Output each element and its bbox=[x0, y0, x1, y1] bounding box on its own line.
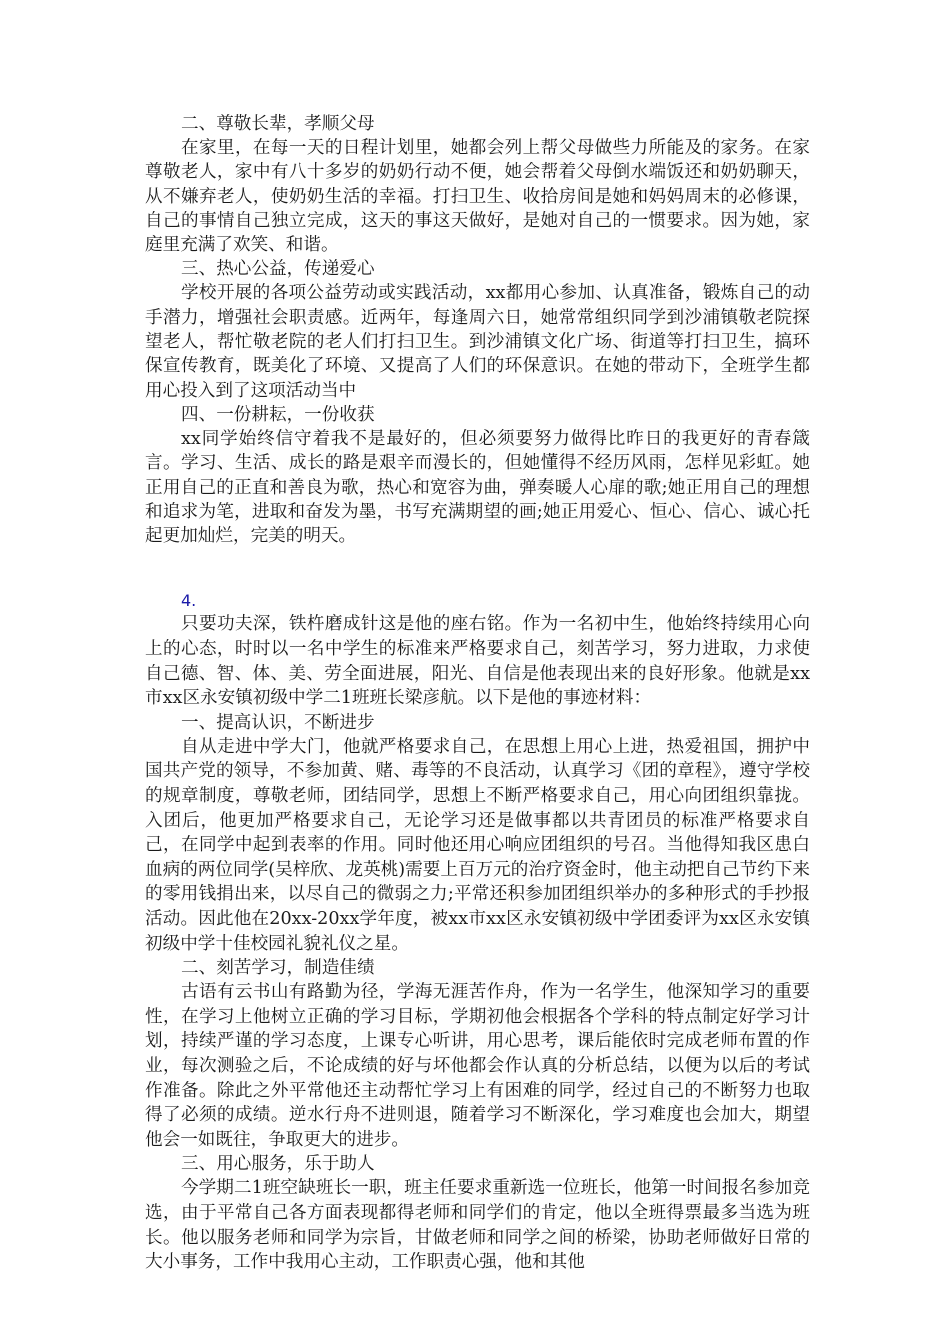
paragraph-public-welfare: 学校开展的各项公益劳动或实践活动，xx都用心参加、认真准备，锻炼自己的动手潜力，增强社会职责感。近两年，每逢周六日，她常常组织同学到沙浦镇敬老院探望老人，帮忙敬老院的老人们打扫卫生。到沙浦镇文化广场、街道等打扫卫生，搞环保宣传教育，既美化了环境、又提高了人们的环保意识。在她的带动下，全班学生都用心投入到了这项活动当中 bbox=[145, 283, 810, 401]
section-a bbox=[145, 112, 810, 548]
paragraph-study-hard: 古语有云书山有路勤为径，学海无涯苦作舟，作为一名学生，他深知学习的重要性，在学习上他树立正确的学习目标，学期初他会根据各个学科的特点制定好学习计划，持续严谨的学习态度，上课专心听讲，用心思考，课后能依时完成老师布置的作业，每次测验之后，不论成绩的好与坏他都会作认真的分析总结，以便为以后的考试作准备。除此之外平常他还主动帮忙学习上有困难的同学，经过自己的不断努力也取得了必须的成绩。逆水行舟不进则退，随着学习不断深化，学习难度也会加大，期望他会一如既往，争取更大的进步。 bbox=[145, 982, 810, 1150]
heading-public-welfare: 三、热心公益，传递爱心 bbox=[181, 259, 375, 280]
heading-effort-reward: 四、一份耕耘，一份收获 bbox=[181, 404, 375, 425]
heading-serve-others: 三、用心服务，乐于助人 bbox=[181, 1154, 375, 1175]
section-number: 4. bbox=[181, 591, 197, 611]
paragraph-effort-reward: xx同学始终信守着我不是最好的，但必须要努力做得比昨日的我更好的青春箴言。学习、生活、成长的路是艰辛而漫长的，但她懂得不经历风雨，怎样见彩虹。她正用自己的正直和善良为歌，热心和宽容为曲，弹奏暖人心扉的歌;她正用自己的理想和追求为笔，进取和奋发为墨，书写充满期望的画;她正用爱心、恒心、信心、诚心托起更加灿烂，完美的明天。 bbox=[145, 428, 810, 547]
heading-respect-elders: 二、尊敬长辈，孝顺父母 bbox=[181, 114, 375, 134]
paragraph-improve-awareness: 自从走进中学大门，他就严格要求自己，在思想上用心上进，热爱祖国，拥护中国共产党的领导，不参加黄、赌、毒等的不良活动，认真学习《团的章程》，遵守学校的规章制度，尊敬老师，团结同学，思想上不断严格要求自己，用心向团组织靠拢。入团后，他更加严格要求自己，无论学习还是做事都以共青团员的标准严格要求自己，在同学中起到表率的作用。同时他还用心响应团组织的号召。当他得知我区患白血病的两位同学(吴梓欣、龙英桃)需要上百万元的治疗资金时，他主动把自己节约下来的零用钱捐出来，以尽自己的微弱之力;平常还积参加团组织举办的多种形式的手抄报活动。因此他在20xx-20xx学年度，被xx市xx区永安镇初级中学团委评为xx区永安镇初级中学十佳校园礼貌礼仪之星。 bbox=[145, 736, 810, 954]
paragraph-respect-elders: 在家里，在每一天的日程计划里，她都会列上帮父母做些力所能及的家务。在家尊敬老人，家中有八十多岁的奶奶行动不便，她会帮着父母倒水端饭还和奶奶聊天，从不嫌弃老人，使奶奶生活的幸福。打扫卫生、收拾房间是她和妈妈周末的必修课，自己的事情自己独立完成，这天的事这天做好，是她对自己的一惯要求。因为她，家庭里充满了欢笑、和谐。 bbox=[145, 138, 810, 256]
heading-improve-awareness: 一、提高认识，不断进步 bbox=[181, 712, 375, 733]
section-b bbox=[145, 590, 810, 1274]
paragraph-intro: 只要功夫深，铁杵磨成针这是他的座右铭。作为一名初中生，他始终持续用心向上的心态，时时以一名中学生的标准来严格要求自己，刻苦学习，努力进取，力求使自己德、智、体、美、劳全面进展，阳光、自信是他表现出来的良好形象。他就是xx市xx区永安镇初级中学二1班班长梁彦航。以下是他的事迹材料： bbox=[145, 614, 810, 709]
heading-study-hard: 二、刻苦学习，制造佳绩 bbox=[181, 958, 375, 979]
paragraph-serve-others: 今学期二1班空缺班长一职，班主任要求重新选一位班长，他第一时间报名参加竞选，由于平常自己各方面表现都得老师和同学们的肯定，他以全班得票最多当选为班长。他以服务老师和同学为宗旨，甘做老师和同学之间的桥梁，协助老师做好日常的大小事务，工作中我用心主动，工作职责心强，他和其他 bbox=[145, 1178, 810, 1273]
document-page bbox=[145, 112, 810, 1275]
section-gap bbox=[145, 548, 810, 590]
